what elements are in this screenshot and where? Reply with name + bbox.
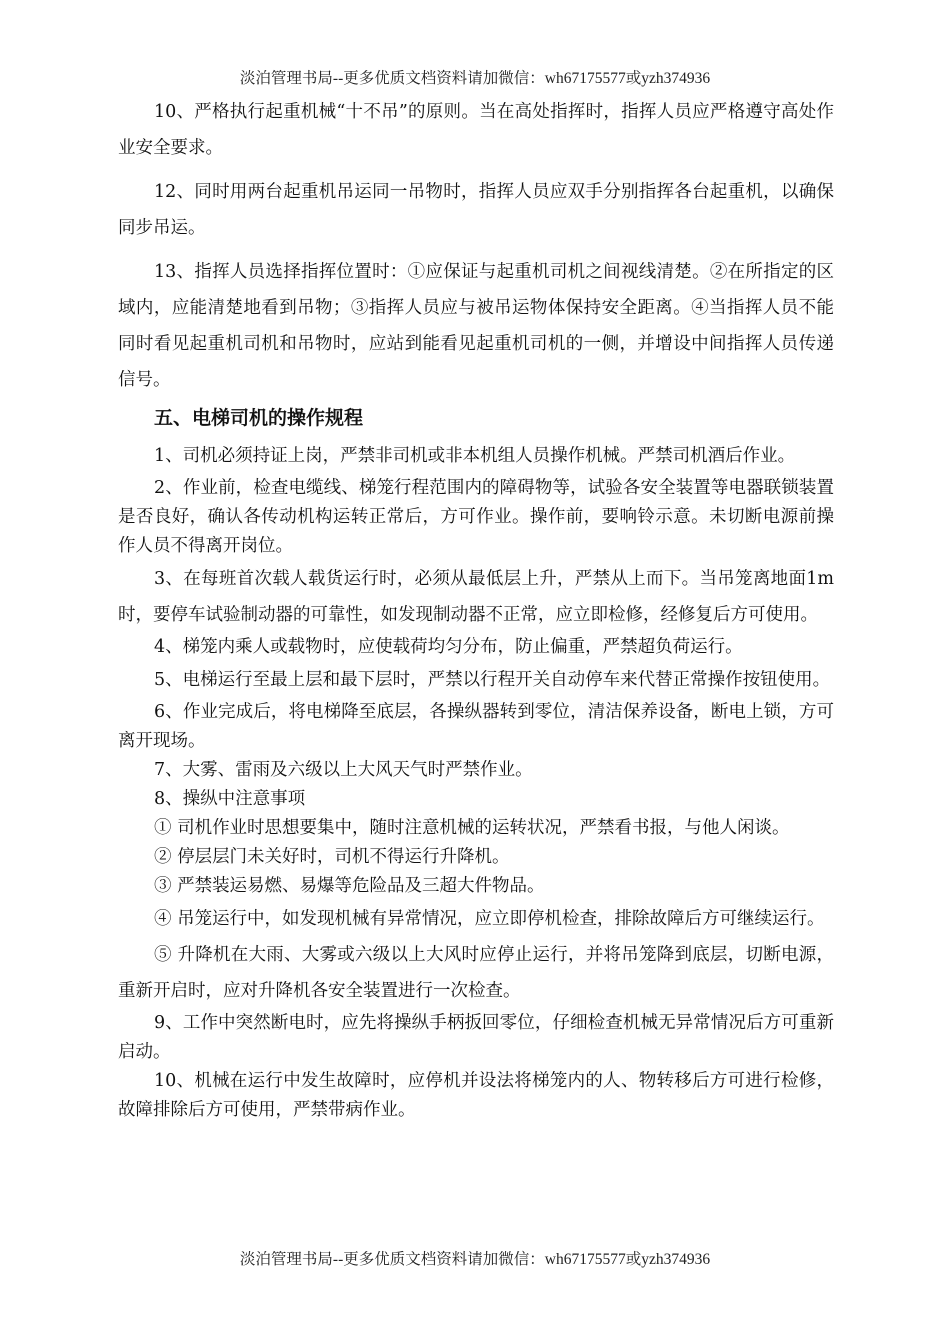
- page-header: 淡泊管理书局--更多优质文档资料请加微信：wh67175577或yzh374936: [239, 70, 711, 87]
- paragraph: 7、大雾、雷雨及六级以上大风天气时严禁作业。: [154, 760, 533, 780]
- list-item: ② 停层层门未关好时，司机不得运行升降机。: [154, 847, 510, 867]
- paragraph: 5、电梯运行至最上层和最下层时，严禁以行程开关自动停车来代替正常操作按钮使用。: [154, 670, 831, 690]
- list-item: ⑤ 升降机在大雨、大雾或六级以上大风时应停止运行，并将吊笼降到底层，切断电源，重新开启时，应对升降机各安全装置进行一次检查。: [118, 945, 834, 1001]
- section-heading: 五、电梯司机的操作规程: [154, 407, 364, 429]
- paragraph: 10、机械在运行中发生故障时，应停机并设法将梯笼内的人、物转移后方可进行检修，故障排除后方可使用，严禁带病作业。: [118, 1071, 834, 1120]
- list-item: ④ 吊笼运行中，如发现机械有异常情况，应立即停机检查，排除故障后方可继续运行。: [154, 909, 825, 929]
- paragraph: 13、指挥人员选择指挥位置时：①应保证与起重机司机之间视线清楚。②在所指定的区域内，应能清楚地看到吊物；③指挥人员应与被吊运物体保持安全距离。④当指挥人员不能同时看见起重机司机和吊物时，应站到能看见起重机司机的一侧，并增设中间指挥人员传递信号。: [118, 262, 834, 390]
- paragraph: 8、操纵中注意事项: [154, 789, 306, 809]
- page-footer: 淡泊管理书局--更多优质文档资料请加微信：wh67175577或yzh374936: [239, 1251, 711, 1268]
- paragraph: 1、司机必须持证上岗，严禁非司机或非本机组人员操作机械。严禁司机酒后作业。: [154, 446, 796, 466]
- list-item: ③ 严禁装运易燃、易爆等危险品及三超大件物品。: [154, 876, 545, 896]
- document-body: [118, 94, 834, 1125]
- list-item: ① 司机作业时思想要集中，随时注意机械的运转状况，严禁看书报，与他人闲谈。: [154, 818, 790, 838]
- paragraph: 4、梯笼内乘人或载物时，应使载荷均匀分布，防止偏重，严禁超负荷运行。: [154, 637, 743, 657]
- paragraph: 9、工作中突然断电时，应先将操纵手柄扳回零位，仔细检查机械无异常情况后方可重新启动。: [118, 1013, 834, 1062]
- paragraph: 6、作业完成后，将电梯降至底层，各操纵器转到零位，清洁保养设备，断电上锁，方可离开现场。: [118, 702, 834, 751]
- paragraph: 12、同时用两台起重机吊运同一吊物时，指挥人员应双手分别指挥各台起重机，以确保同步吊运。: [118, 182, 834, 238]
- paragraph: 2、作业前，检查电缆线、梯笼行程范围内的障碍物等，试验各安全装置等电器联锁装置是否良好，确认各传动机构运转正常后，方可作业。操作前，要响铃示意。未切断电源前操作人员不得离开岗位。: [118, 478, 834, 556]
- paragraph: 10、严格执行起重机械“十不吊”的原则。当在高处指挥时，指挥人员应严格遵守高处作业安全要求。: [118, 102, 834, 158]
- paragraph: 3、在每班首次载人载货运行时，必须从最低层上升，严禁从上而下。当吊笼离地面1m时，要停车试验制动器的可靠性，如发现制动器不正常，应立即检修，经修复后方可使用。: [118, 569, 834, 625]
